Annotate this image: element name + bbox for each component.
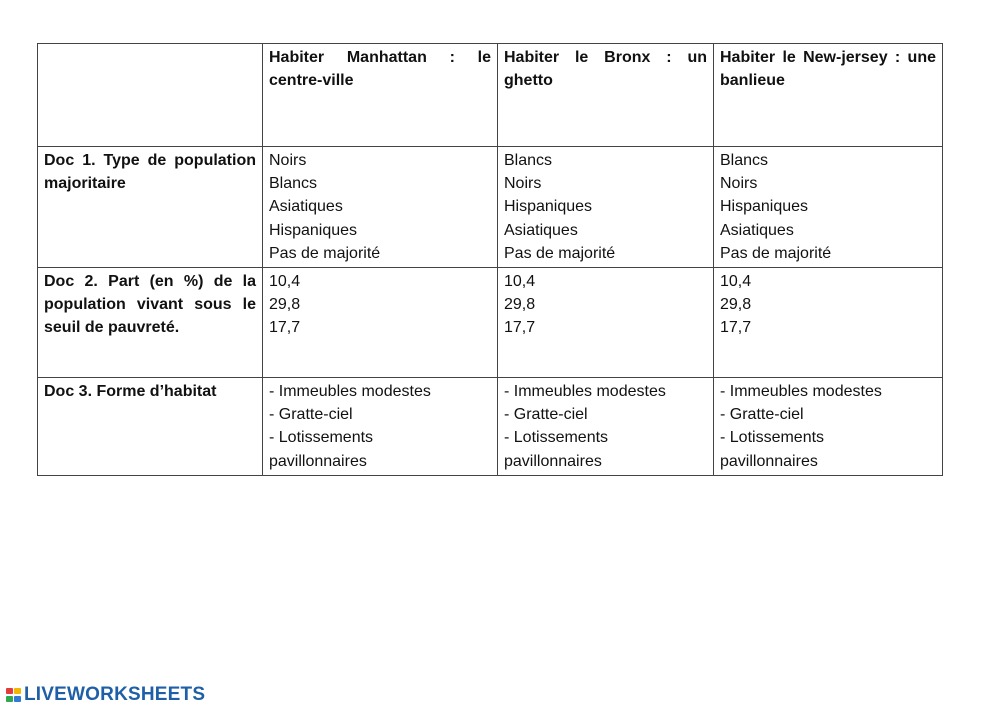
option-item[interactable]: Hispaniques	[269, 221, 358, 239]
liveworksheets-logo-icon	[6, 688, 22, 702]
option-item[interactable]: 29,8	[504, 296, 536, 314]
option-item[interactable]: 29,8	[269, 296, 301, 314]
cell-doc3-bronx	[498, 378, 714, 476]
table-row-doc1	[38, 147, 943, 268]
option-item[interactable]: - Gratte-ciel	[269, 406, 353, 424]
option-item[interactable]: 10,4	[504, 273, 536, 291]
logo-text: LIVEWORKSHEETS	[24, 684, 206, 705]
table-row-doc2	[38, 268, 943, 378]
option-item[interactable]: Blancs	[720, 152, 769, 169]
option-item[interactable]: pavillonnaires	[269, 452, 367, 470]
option-item[interactable]: pavillonnaires	[504, 452, 602, 470]
option-item[interactable]: Pas de majorité	[269, 244, 381, 262]
option-item[interactable]: 10,4	[720, 273, 752, 291]
cell-doc1-manhattan	[263, 147, 498, 268]
option-item[interactable]: Pas de majorité	[504, 244, 616, 262]
header-manhattan: Habiter Manhattan : le centre-ville	[263, 44, 498, 147]
option-item[interactable]: - Gratte-ciel	[720, 406, 804, 424]
option-item[interactable]: 10,4	[269, 273, 301, 291]
cell-doc3-manhattan	[263, 378, 498, 476]
option-item[interactable]: Asiatiques	[504, 221, 578, 239]
option-item[interactable]: Noirs	[269, 152, 307, 169]
option-item[interactable]: - Immeubles modestes	[269, 383, 431, 401]
option-item[interactable]: 17,7	[269, 319, 301, 337]
cell-doc2-manhattan	[263, 268, 498, 378]
liveworksheets-logo[interactable]	[6, 684, 205, 706]
worksheet-table	[37, 43, 943, 476]
cell-doc1-bronx	[498, 147, 714, 268]
header-new-jersey: Habiter le New-jersey : une banlieue	[714, 44, 943, 147]
option-item[interactable]: Blancs	[269, 175, 318, 193]
option-item[interactable]: Hispaniques	[504, 198, 593, 216]
row-label-doc1: Doc 1. Type de population majoritaire	[38, 147, 263, 268]
option-item[interactable]: Noirs	[504, 175, 542, 193]
option-item[interactable]: - Lotissements	[720, 429, 825, 447]
option-item[interactable]: 17,7	[504, 319, 536, 337]
header-bronx: Habiter le Bronx : un ghetto	[498, 44, 714, 147]
option-item[interactable]: Asiatiques	[269, 198, 343, 216]
option-item[interactable]: Asiatiques	[720, 221, 794, 239]
option-item[interactable]: pavillonnaires	[720, 452, 818, 470]
cell-doc2-bronx	[498, 268, 714, 378]
option-item[interactable]: Noirs	[720, 175, 758, 193]
option-item[interactable]: Hispaniques	[720, 198, 809, 216]
option-item[interactable]: Blancs	[504, 152, 553, 169]
option-item[interactable]: 17,7	[720, 319, 752, 337]
option-item[interactable]: - Gratte-ciel	[504, 406, 588, 424]
option-item[interactable]: - Lotissements	[269, 429, 374, 447]
cell-doc1-new-jersey	[714, 147, 943, 268]
option-item[interactable]: - Immeubles modestes	[720, 383, 882, 401]
header-row	[38, 44, 943, 147]
cell-doc3-new-jersey	[714, 378, 943, 476]
cell-doc2-new-jersey	[714, 268, 943, 378]
table-row-doc3	[38, 378, 943, 476]
option-item[interactable]: Pas de majorité	[720, 244, 832, 262]
header-cell-empty	[38, 44, 263, 147]
row-label-doc2: Doc 2. Part (en %) de la population vivant sous le seuil de pauvreté.	[38, 268, 263, 378]
row-label-doc3: Doc 3. Forme d’habitat	[38, 378, 263, 476]
option-item[interactable]: 29,8	[720, 296, 752, 314]
option-item[interactable]: - Immeubles modestes	[504, 383, 666, 401]
option-item[interactable]: - Lotissements	[504, 429, 609, 447]
